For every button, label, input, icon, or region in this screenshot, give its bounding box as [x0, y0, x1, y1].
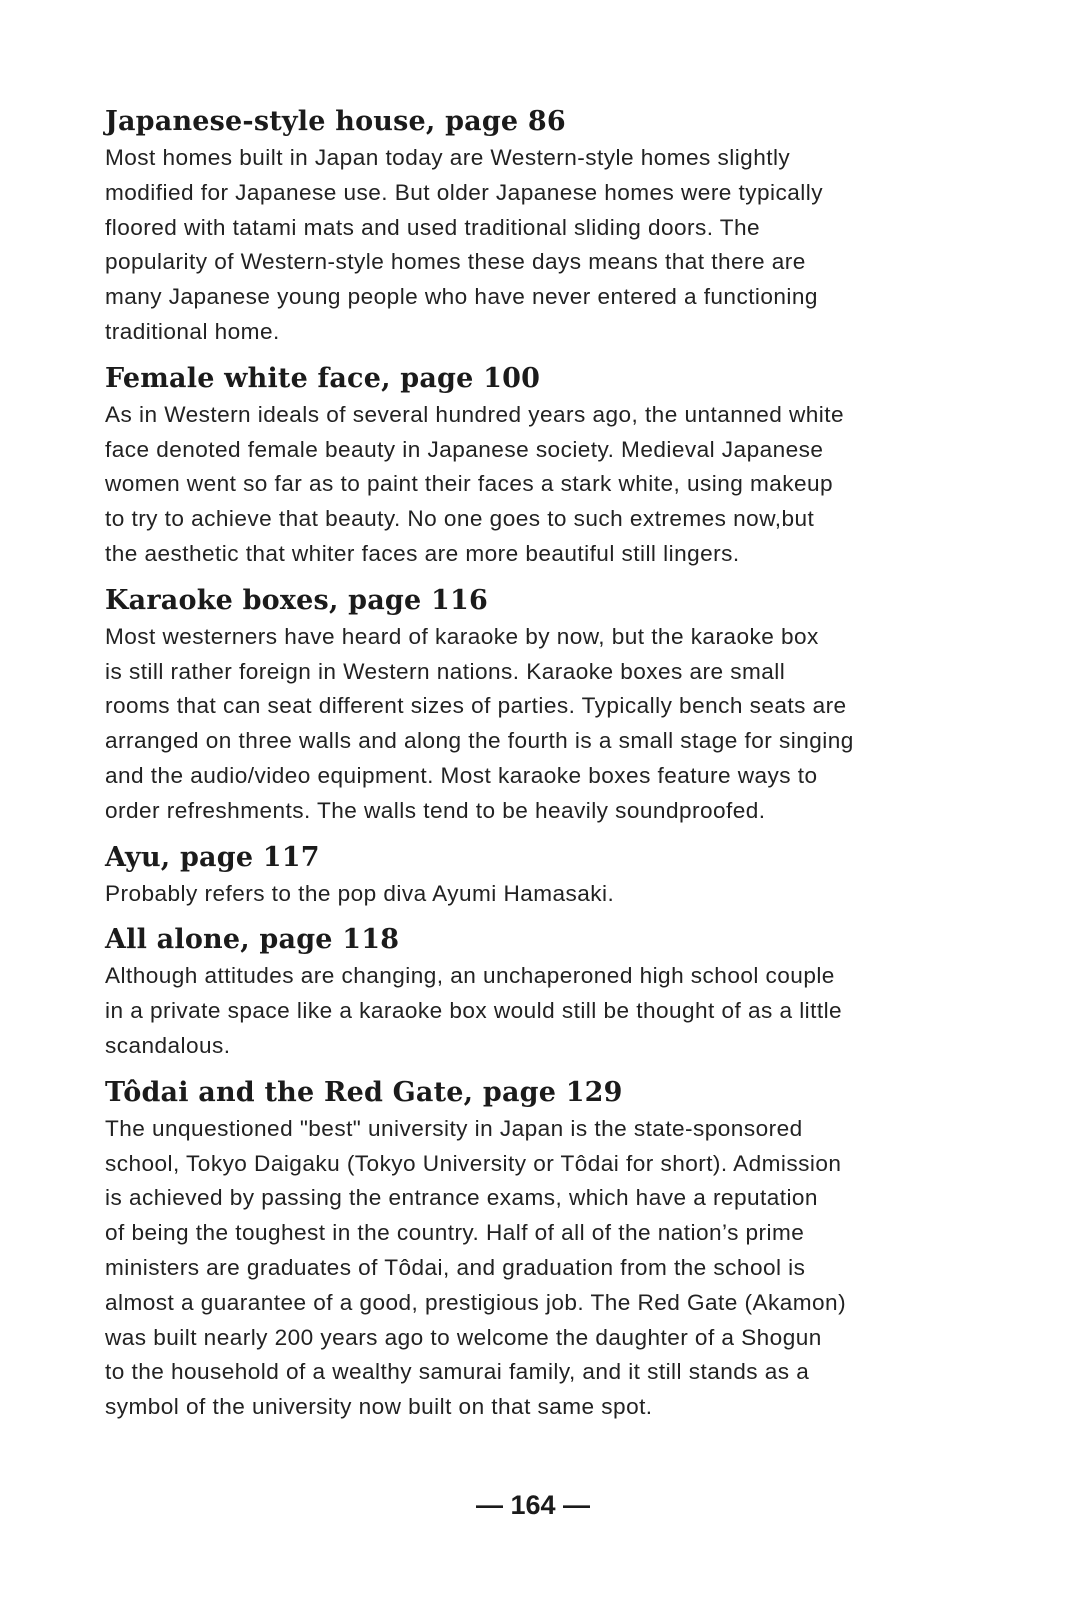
note-body	[105, 877, 975, 912]
note-entry-all-alone	[105, 921, 975, 1063]
note-line: Although attitudes are changing, an unchaperoned high school couple	[105, 963, 835, 989]
note-heading: Female white face, page 100	[105, 362, 541, 394]
note-line: and the audio/video equipment. Most karaoke boxes feature ways to	[105, 762, 818, 788]
note-line: modified for Japanese use. But older Japanese homes were typically	[105, 179, 823, 205]
note-line: almost a guarantee of a good, prestigious job. The Red Gate (Akamon)	[105, 1289, 847, 1315]
note-line: traditional home.	[105, 318, 280, 344]
note-line: was built nearly 200 years ago to welcome the daughter of a Shogun	[105, 1324, 822, 1350]
note-line: women went so far as to paint their faces a stark white, using makeup	[105, 471, 834, 497]
note-line: floored with tatami mats and used traditional sliding doors. The	[105, 214, 761, 240]
note-line: Most homes built in Japan today are Western-style homes slightly	[105, 145, 791, 170]
note-line: the aesthetic that whiter faces are more beautiful still lingers.	[105, 540, 740, 566]
note-line: is still rather foreign in Western nations. Karaoke boxes are small	[105, 658, 786, 684]
note-line: As in Western ideals of several hundred years ago, the untanned white	[105, 401, 845, 427]
note-line: The unquestioned "best" university in Japan is the state-sponsored	[105, 1115, 803, 1141]
note-entry-ayu	[105, 839, 975, 912]
note-line: ministers are graduates of Tôdai, and graduation from the school is	[105, 1254, 806, 1280]
note-body	[105, 141, 975, 350]
note-entry-karaoke-boxes	[105, 582, 975, 829]
note-heading: Tôdai and the Red Gate, page 129	[105, 1076, 623, 1108]
note-entry-female-white-face	[105, 360, 975, 572]
note-line: many Japanese young people who have never entered a functioning	[105, 284, 818, 310]
note-line: popularity of Western-style homes these days means that there are	[105, 249, 806, 275]
note-body	[105, 620, 975, 829]
note-line: in a private space like a karaoke box would still be thought of as a little	[105, 998, 843, 1024]
note-body	[105, 959, 975, 1063]
note-line: rooms that can seat different sizes of parties. Typically bench seats are	[105, 693, 847, 719]
note-line: scandalous.	[105, 1032, 231, 1058]
note-line: order refreshments. The walls tend to be heavily soundproofed.	[105, 797, 766, 823]
note-line: to the household of a wealthy samurai family, and it still stands as a	[105, 1359, 810, 1385]
note-body	[105, 1112, 975, 1425]
page-number: — 164 —	[475, 1490, 591, 1520]
note-line: arranged on three walls and along the fourth is a small stage for singing	[105, 728, 854, 754]
note-line: of being the toughest in the country. Half of all of the nation’s prime	[105, 1220, 805, 1246]
note-heading: Ayu, page 117	[105, 841, 320, 873]
note-entry-japanese-style-house	[105, 103, 975, 350]
note-line: symbol of the university now built on that same spot.	[105, 1394, 653, 1420]
note-heading: Karaoke boxes, page 116	[105, 584, 488, 616]
note-line: school, Tokyo Daigaku (Tokyo University or Tôdai for short). Admission	[105, 1150, 842, 1176]
note-body	[105, 398, 975, 572]
note-line: to try to achieve that beauty. No one goes to such extremes now,but	[105, 506, 815, 532]
notes-content	[105, 103, 975, 1425]
note-line: is achieved by passing the entrance exams, which have a reputation	[105, 1185, 818, 1211]
note-line: Most westerners have heard of karaoke by now, but the karaoke box	[105, 623, 819, 649]
note-line: face denoted female beauty in Japanese society. Medieval Japanese	[105, 436, 824, 462]
note-heading: Japanese-style house, page 86	[105, 106, 566, 137]
note-heading: All alone, page 118	[105, 924, 400, 956]
note-line: Probably refers to the pop diva Ayumi Hamasaki.	[105, 880, 615, 906]
note-entry-todai-red-gate	[105, 1074, 975, 1425]
